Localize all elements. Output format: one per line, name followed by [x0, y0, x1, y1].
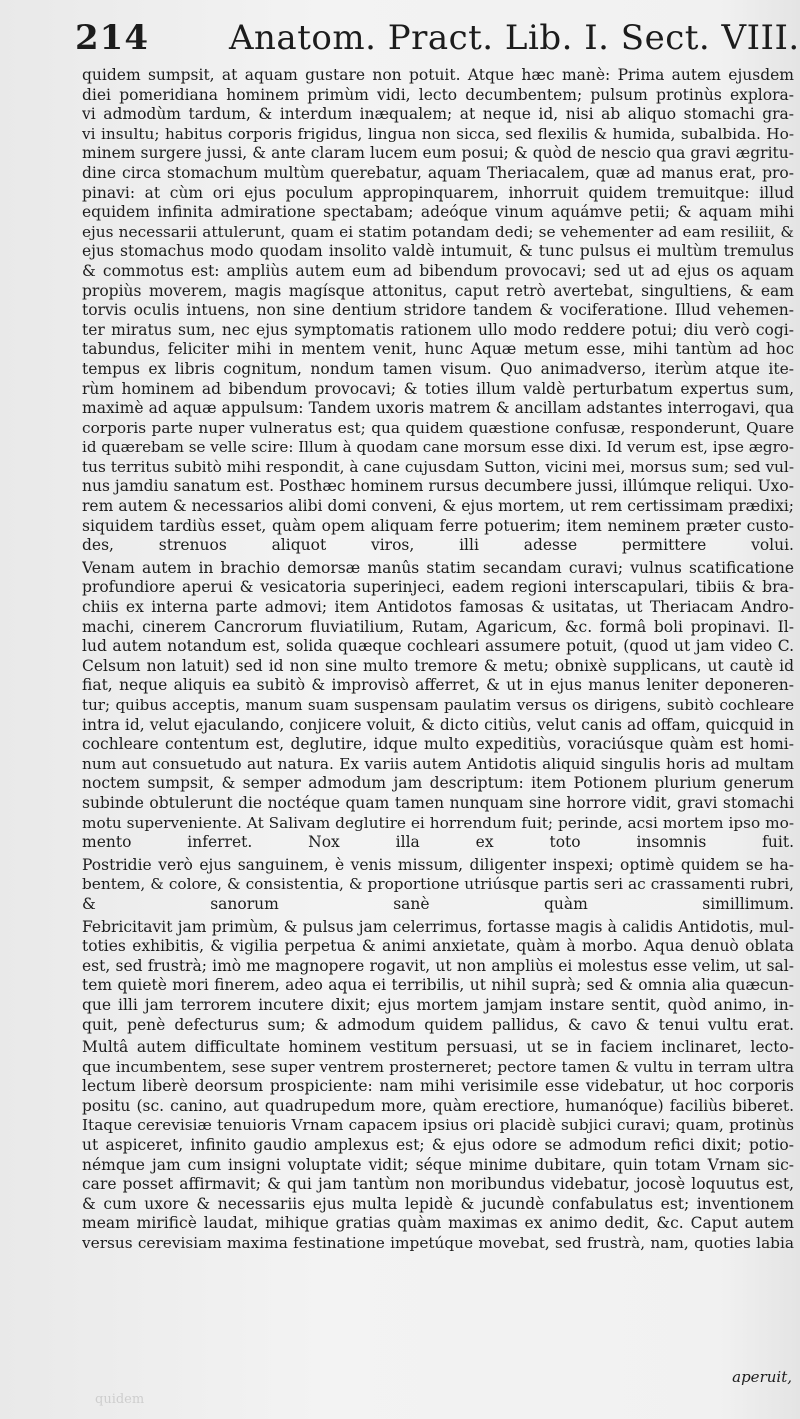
text-line: positu (sc. canino, aut quadrupedum more, quàm erectiore, humanóque) faciliùs biberet.: [82, 1096, 794, 1115]
text-line: que illi jam terrorem incutere dixit; ejus mortem jamjam instare sentit, quòd animo, in-: [82, 995, 794, 1014]
text-line: dine circa stomachum multùm querebatur, aquam Theriacalem, quæ ad manus erat, pro-: [82, 163, 794, 182]
text-line: subinde obtulerunt die noctéque quam tamen nunquam sine horrore vidit, gravi stomachi: [82, 793, 794, 812]
text-line: que incumbentem, sese super ventrem prosterneret; pectore tamen & vultu in terram ultra: [82, 1057, 794, 1076]
text-line: rem autem & necessarios alibi domi conveni, & ejus mortem, ut rem certissimam prædixi;: [82, 497, 794, 516]
text-line: care posset affirmavit; & qui jam tantùm non moribundus videbatur, jocosè loquutus est,: [82, 1175, 794, 1194]
text-line: Itaque cerevisiæ tenuioris Vrnam capacem ipsius ori placidè subjici curavi; quam, protinùs: [82, 1116, 794, 1135]
text-line: vi insultu; habitus corporis frigidus, lingua non sicca, sed flexilis & humida, subalbida. Ho-: [82, 124, 794, 143]
text-line: equidem infinita admiratione spectabam; adeóque vinum aquámve petii; & aquam mihi: [82, 203, 794, 222]
paragraph: [82, 856, 794, 915]
page-header: [75, 18, 800, 66]
paragraph: [82, 918, 794, 1036]
bleed-through-text: quidem: [95, 1392, 145, 1407]
text-line: quit, penè defecturus sum; & admodum quidem pallidus, & cavo & tenui vultu erat.: [82, 1015, 794, 1034]
text-line: Celsum non latuit) sed id non sine multo tremore & metu; obnixè supplicans, ut cautè id: [82, 656, 794, 675]
text-line: ter miratus sum, nec ejus symptomatis rationem ullo modo reddere potui; diu verò cogi-: [82, 320, 794, 339]
text-line: nus jamdiu sanatum est. Posthæc hominem rursus decumbere jussi, illúmque reliqui. Uxo-: [82, 477, 794, 496]
text-line: id quærebam se velle scire: Illum à quodam cane morsum esse dixi. Id verum est, ipse ægro-: [82, 438, 794, 457]
text-line: torvis oculis intuens, non sine dentium stridore tandem & vociferatione. Illud vehemen-: [82, 301, 794, 320]
text-line: & cum uxore & necessariis ejus multa lepidè & jucundè confabulatus est; inventionem: [82, 1194, 794, 1213]
text-line: intra id, velut ejaculando, conjicere voluit, & dicto citiùs, velut canis ad offam, quicquid in: [82, 715, 794, 734]
text-line: tus territus subitò mihi respondit, à cane cujusdam Sutton, vicini mei, morsus sum; sed vul-: [82, 457, 794, 476]
body-text: [82, 66, 794, 1257]
paragraph: [82, 1038, 794, 1254]
text-line: propiùs moverem, magis magísque attonitus, caput retrò avertebat, singultiens, & eam: [82, 281, 794, 300]
text-line: bentem, & colore, & consistentia, & proportione utriúsque partis seri ac crassamenti rubri,: [82, 875, 794, 894]
text-line: ejus necessarii attulerunt, quam ei statim potandam dedi; se vehementer ad eam resiliit, &: [82, 222, 794, 241]
text-line: lectum liberè deorsum prospiciente: nam mihi verisimile esse videbatur, ut hoc corporis: [82, 1077, 794, 1096]
text-line: tem quietè mori finerem, adeo aqua ei terribilis, ut nihil suprà; sed & omnia alia quæcun-: [82, 976, 794, 995]
text-line: toties exhibitis, & vigilia perpetua & animi anxietate, quàm à morbo. Aqua denuò oblata: [82, 937, 794, 956]
text-line: cochleare contentum est, deglutire, idque multo expeditiùs, voraciúsque quàm est homi-: [82, 735, 794, 754]
text-line: ut aspiceret, infinito gaudio amplexus est; & ejus odore se admodum refici dixit; potio-: [82, 1136, 794, 1155]
text-line: meam mirificè laudat, mihique gratias quàm maximas ex animo dedit, &c. Caput autem: [82, 1214, 794, 1233]
text-line: chiis ex interna parte admovi; item Antidotos famosas & usitatas, ut Theriacam Andro-: [82, 598, 794, 617]
text-line: & commotus est: ampliùs autem eum ad bibendum provocavi; sed ut ad ejus os aquam: [82, 261, 794, 280]
text-line: quidem sumpsit, at aquam gustare non potuit. Atque hæc manè: Prima autem ejusdem: [82, 66, 794, 84]
text-line: & sanorum sanè quàm simillimum.: [82, 894, 794, 913]
text-line: Febricitavit jam primùm, & pulsus jam celerrimus, fortasse magis à calidis Antidotis, mul-: [82, 917, 794, 936]
page-number: 214: [75, 18, 149, 58]
text-line: némque jam cum insigni voluptate vidit; séque minime dubitare, quin totam Vrnam sic-: [82, 1155, 794, 1174]
text-line: rùm hominem ad bibendum provocavi; & toties illum valdè perturbatum expertus sum,: [82, 379, 794, 398]
paragraph: [82, 559, 794, 853]
text-line: tempus ex libris cognitum, nondum tamen visum. Quo animadverso, iterùm atque ite-: [82, 359, 794, 378]
text-line: maximè ad aquæ appulsum: Tandem uxoris matrem & ancillam adstantes interrogavi, qua: [82, 399, 794, 418]
text-line: Venam autem in brachio demorsæ manûs statim secandam curavi; vulnus scatificatione: [82, 558, 794, 577]
text-line: diei pomeridiana hominem primùm vidi, lecto decumbentem; pulsum protinùs explora-: [82, 85, 794, 104]
text-line: mento inferret. Nox illa ex toto insomnis fuit.: [82, 833, 794, 852]
catchword: aperuit,: [732, 1368, 792, 1386]
text-line: versus cerevisiam maxima festinatione impetúque movebat, sed frustrà, nam, quoties labia: [82, 1234, 794, 1253]
text-line: Multâ autem difficultate hominem vestitum persuasi, ut se in faciem inclinaret, lecto-: [82, 1038, 794, 1057]
paragraph: [82, 66, 794, 556]
text-line: ejus stomachus modo quodam insolito valdè intumuit, & tunc pulsus ei multùm tremulus: [82, 242, 794, 261]
text-line: vi admodùm tardum, & interdum inæqualem; at neque id, nisi ab aliquo stomachi gra-: [82, 105, 794, 124]
text-line: pinavi: at cùm ori ejus poculum appropinquarem, inhorruit quidem tremuitque: illud: [82, 183, 794, 202]
text-line: fiat, neque aliquis ea subitò & improvisò afferret, & ut in ejus manus leniter deponeren-: [82, 676, 794, 695]
text-line: tabundus, feliciter mihi in mentem venit, hunc Aquæ metum esse, mihi tantùm ad hoc: [82, 340, 794, 359]
text-line: minem surgere jussi, & ante claram lucem eum posui; & quòd de nescio qua gravi ægritu-: [82, 144, 794, 163]
running-title: Anatom. Pract. Lib. I. Sect. VIII.: [228, 18, 800, 58]
text-line: machi, cinerem Cancrorum fluviatilium, Rutam, Agaricum, &c. formâ boli propinavi. Il-: [82, 617, 794, 636]
text-line: profundiore aperui & vesicatoria superinjeci, eadem regioni interscapulari, tibiis & bra-: [82, 578, 794, 597]
text-line: siquidem tardiùs esset, quàm opem aliquam ferre potuerim; item neminem præter custo-: [82, 516, 794, 535]
text-line: corporis parte nuper vulneratus est; qua quidem quæstione confusæ, responderunt, Quare: [82, 418, 794, 437]
text-line: est, sed frustrà; imò me magnopere rogavit, ut non ampliùs ei molestus esse velim, ut sal-: [82, 956, 794, 975]
text-line: des, strenuos aliquot viros, illi adesse permittere volui.: [82, 536, 794, 555]
text-line: tur; quibus acceptis, manum suam suspensam paulatim versus os dirigens, subitò cochleare: [82, 696, 794, 714]
text-line: Postridie verò ejus sanguinem, è venis missum, diligenter inspexi; optimè quidem se ha-: [82, 855, 794, 874]
text-line: motu superveniente. At Salivam deglutire ei horrendum fuit; perinde, acsi mortem ipso mo-: [82, 813, 794, 832]
text-line: lud autem notandum est, solida quæque cochleari assumere potuit, (quod ut jam video C.: [82, 637, 794, 656]
text-line: noctem sumpsit, & semper admodum jam descriptum: item Potionem plurium generum: [82, 774, 794, 793]
text-line: num aut consuetudo aut natura. Ex variis autem Antidotis aliquid singulis horis ad multam: [82, 754, 794, 773]
